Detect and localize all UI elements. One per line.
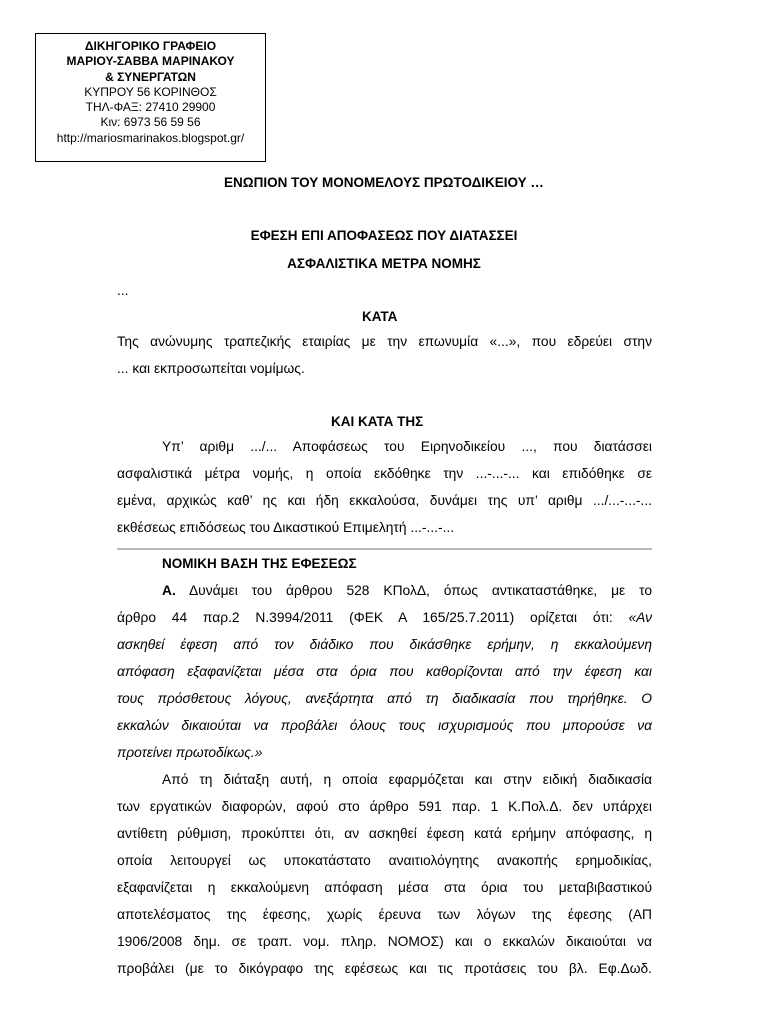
- document-title-line1: ΕΦΕΣΗ ΕΠΙ ΑΠΟΦΑΣΕΩΣ ΠΟΥ ΔΙΑΤΑΣΣΕΙ: [250, 228, 518, 243]
- legal-a-line-3: ασκηθεί έφεση από τον διάδικο που δικάσθηκε ερήμην, η εκκαλούμενη: [117, 637, 652, 652]
- legal-a-label: Α.: [162, 583, 176, 598]
- letterhead-name: ΜΑΡΙΟΥ-ΣΑΒΒΑ ΜΑΡΙΝΑΚΟΥ: [66, 54, 235, 69]
- legal-p2-line-4: οποία λειτουργεί ως υποκατάστατο αναιτιολόγητης ανακοπής ερημοδικίας,: [117, 853, 652, 868]
- letterhead-phone: ΤΗΛ-ΦΑΞ: 27410 29900: [85, 100, 216, 115]
- kai-kata-line-4: εκθέσεως επιδόσεως του Δικαστικού Επιμελητή ...-...-...: [117, 520, 455, 535]
- kata-line-1: Της ανώνυμης τραπεζικής εταιρίας με την επωνυμία «...», που εδρεύει στην: [117, 334, 652, 349]
- legal-a-line-1-text: Δυνάμει του άρθρου 528 ΚΠολΔ, όπως αντικαταστάθηκε, με το: [188, 583, 652, 598]
- letterhead-partners: & ΣΥΝΕΡΓΑΤΩΝ: [105, 69, 196, 84]
- section-divider: [117, 548, 652, 550]
- legal-a-line-4: απόφαση εξαφανίζεται μέσα στα όρια που καθορίζονται από την έφεση και: [117, 664, 652, 679]
- legal-p2-line-1: Από τη διάταξη αυτή, η οποία εφαρμόζεται και στην ειδική διαδικασία: [162, 772, 652, 787]
- legal-a-line-7: προτείνει πρωτοδίκως.»: [117, 745, 263, 760]
- kata-heading: ΚΑΤΑ: [362, 309, 398, 324]
- legal-a-line-2: [117, 610, 652, 625]
- legal-p2-line-7: 1906/2008 δημ. σε τραπ. νομ. πληρ. ΝΟΜΟΣ) και ο εκκαλών δικαιούται να: [117, 934, 652, 949]
- document-title-line2: ΑΣΦΑΛΙΣΤΙΚΑ ΜΕΤΡΑ ΝΟΜΗΣ: [287, 256, 481, 271]
- court-heading: ΕΝΩΠΙΟΝ ΤΟΥ ΜΟΝΟΜΕΛΟΥΣ ΠΡΩΤΟΔΙΚΕΙΟΥ …: [224, 175, 544, 190]
- letterhead-box: [35, 33, 266, 162]
- appellant-placeholder: ...: [117, 283, 129, 298]
- legal-a-quote-start: «Αν: [628, 610, 652, 625]
- legal-a-line-6: εκκαλών δικαιούται να προβάλει όλους τους ισχυρισμούς που μπορούσε να: [117, 718, 652, 733]
- kai-kata-line-2: ασφαλιστικά μέτρα νομής, η οποία εκδόθηκε την ...-...-... και επιδόθηκε σε: [117, 466, 652, 481]
- kai-kata-line-1: Υπ’ αριθμ .../... Αποφάσεως του Ειρηνοδικείου ..., που διατάσσει: [162, 439, 652, 454]
- legal-p2-line-2: των εργατικών διαφορών, αφού στο άρθρο 591 παρ. 1 Κ.Πολ.Δ. δεν υπάρχει: [117, 799, 652, 814]
- kai-kata-line-3: εμένα, αρχικώς καθ’ ης και ήδη εκκαλούσα, δυνάμει της υπ’ αριθμ .../...-...-...: [117, 493, 652, 508]
- legal-basis-heading: ΝΟΜΙΚΗ ΒΑΣΗ ΤΗΣ ΕΦΕΣΕΩΣ: [162, 556, 357, 571]
- legal-p2-line-8: προβάλει (με το δικόγραφο της εφέσεως και τις προτάσεις του βλ. Εφ.Δωδ.: [117, 961, 652, 976]
- kata-line-2: ... και εκπροσωπείται νομίμως.: [117, 361, 305, 376]
- letterhead-mobile: Κιν: 6973 56 59 56: [100, 115, 201, 130]
- kai-kata-heading: ΚΑΙ ΚΑΤΑ ΤΗΣ: [331, 414, 424, 429]
- legal-a-line-5: τους πρόσθετους λόγους, ανεξάρτητα από τη διαδικασία που τηρήθηκε. Ο: [117, 691, 652, 706]
- legal-a-line-1: [162, 583, 652, 598]
- letterhead-office: ΔΙΚΗΓΟΡΙΚΟ ΓΡΑΦΕΙΟ: [84, 39, 217, 53]
- legal-p2-line-3: αντίθετη ρύθμιση, προκύπτει ότι, αν ασκηθεί έφεση κατά ερήμην απόφασης, η: [117, 826, 652, 841]
- letterhead-address: ΚΥΠΡΟΥ 56 ΚΟΡΙΝΘΟΣ: [84, 84, 217, 99]
- legal-p2-line-5: εξαφανίζεται η εκκαλούμενη απόφαση μέσα στα όρια του μεταβιβαστικού: [117, 880, 652, 895]
- legal-a-line-2-text: άρθρο 44 παρ.2 Ν.3994/2011 (ΦΕΚ Α 165/25.7.2011) ορίζεται ότι:: [117, 610, 613, 625]
- legal-p2-line-6: αποτελέσματος της έφεσης, χωρίς έρευνα των λόγων της έφεσης (ΑΠ: [117, 907, 652, 922]
- letterhead-website: http://mariosmarinakos.blogspot.gr/: [56, 130, 245, 145]
